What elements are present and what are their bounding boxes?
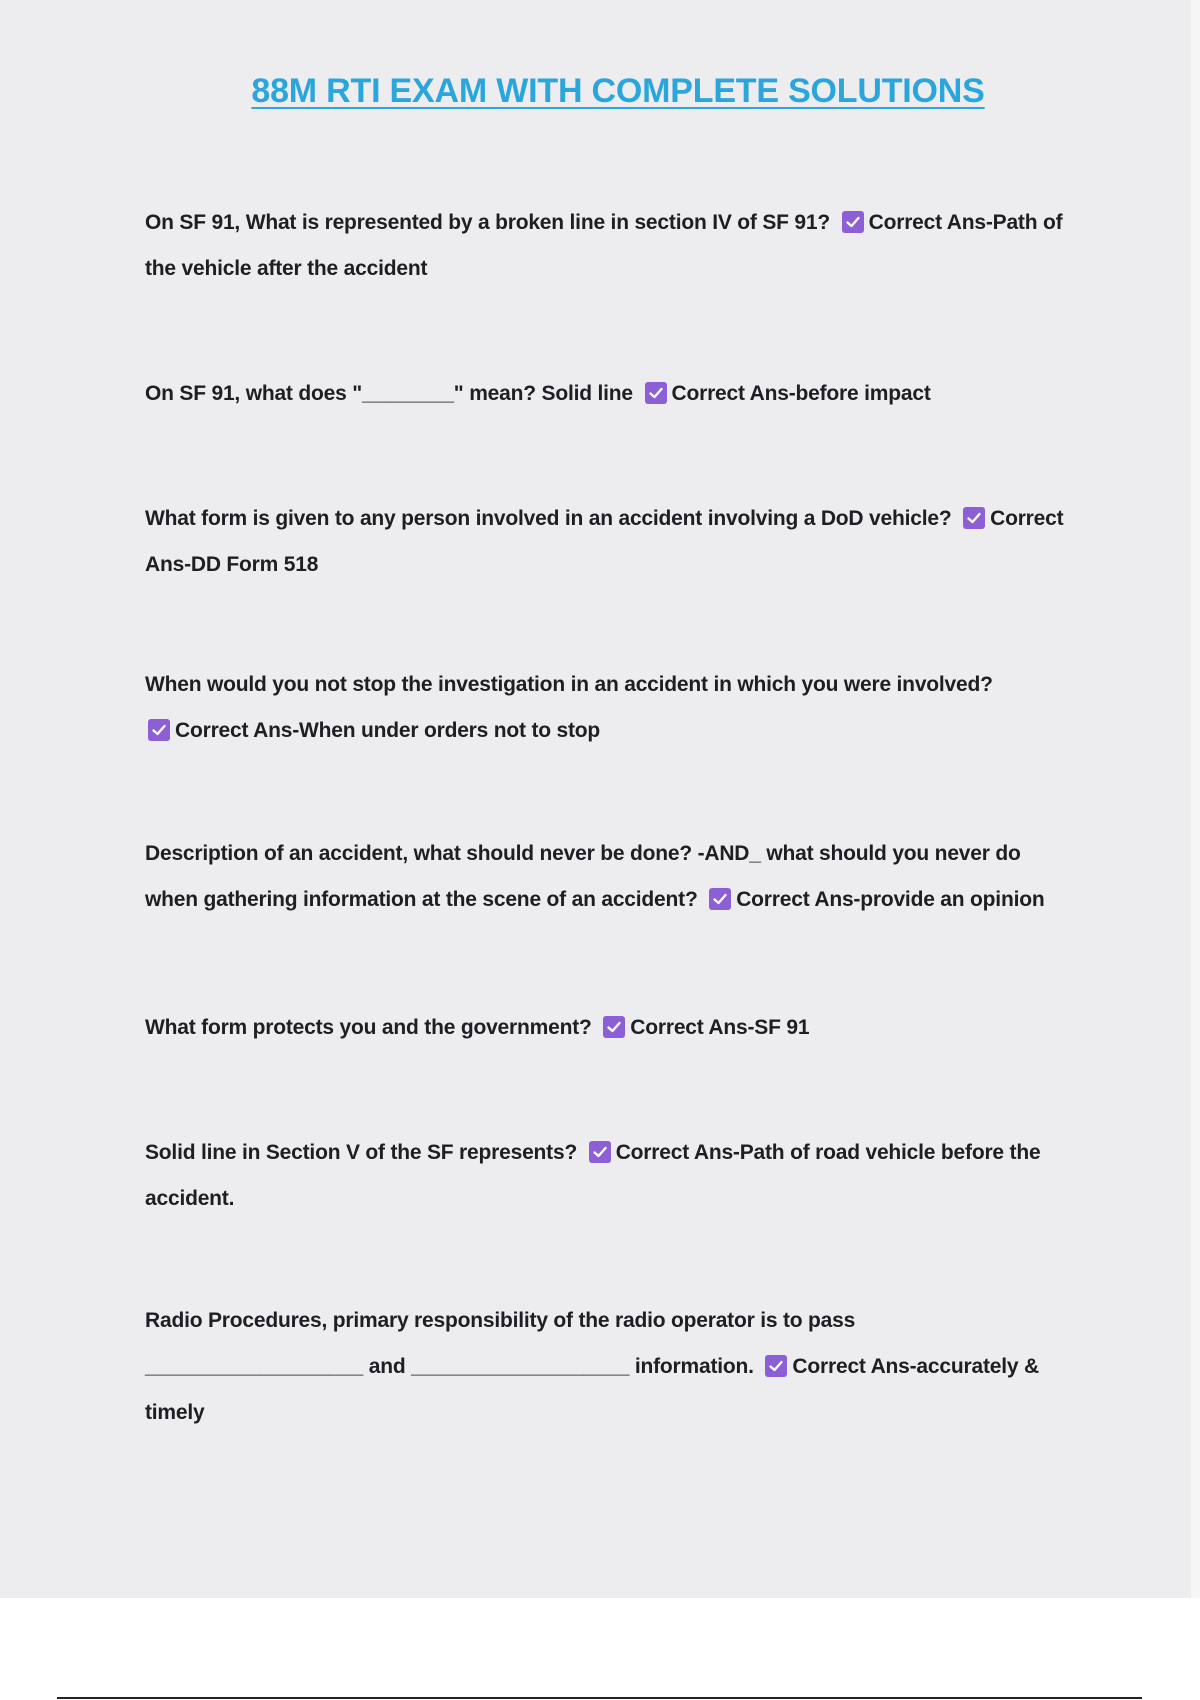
qa-line	[145, 1005, 1085, 1051]
qa-line	[145, 708, 1085, 754]
qa-item	[145, 831, 1085, 923]
qa-line	[145, 371, 1085, 417]
qa-item	[145, 496, 1085, 588]
qa-line	[145, 542, 1085, 588]
qa-item	[145, 371, 1085, 417]
qa-item	[145, 200, 1085, 292]
qa-line	[145, 200, 1085, 246]
question-text-continued: when gathering information at the scene of an accident?	[145, 888, 698, 911]
qa-line	[145, 662, 1085, 708]
question-text: Solid line in Section V of the SF represents?	[145, 1141, 578, 1164]
answer-text-continued: accident.	[145, 1187, 235, 1210]
qa-line	[145, 1390, 1085, 1436]
answer-text: Correct Ans-Path of road vehicle before the	[615, 1141, 1041, 1164]
question-text: What form protects you and the government?	[145, 1016, 592, 1039]
qa-line	[145, 877, 1085, 923]
question-text: On SF 91, what does "________" mean? Solid line	[145, 382, 633, 405]
question-text-continued: ___________________ and ___________________ information.	[145, 1355, 754, 1378]
checkbox-checked-icon	[765, 1355, 787, 1377]
qa-item	[145, 1298, 1085, 1436]
qa-item	[145, 662, 1085, 754]
document-title: 88M RTI EXAM WITH COMPLETE SOLUTIONS	[251, 72, 985, 110]
answer-text: Correct Ans-before impact	[671, 382, 931, 405]
checkbox-checked-icon	[963, 507, 985, 529]
footer-divider	[57, 1697, 1142, 1699]
question-text: What form is given to any person involved in an accident involving a DoD vehicle?	[145, 507, 952, 530]
qa-line	[145, 1344, 1085, 1390]
answer-text: Correct	[990, 507, 1064, 530]
page-edge	[1191, 0, 1200, 1598]
answer-text: Correct Ans-Path of	[868, 211, 1063, 234]
checkbox-checked-icon	[589, 1141, 611, 1163]
checkbox-checked-icon	[709, 888, 731, 910]
answer-text-continued: Ans-DD Form 518	[145, 553, 319, 576]
qa-line	[145, 831, 1085, 877]
checkbox-checked-icon	[603, 1016, 625, 1038]
question-text: On SF 91, What is represented by a broken line in section IV of SF 91?	[145, 211, 830, 234]
answer-text: Correct Ans-SF 91	[630, 1016, 810, 1039]
question-text: When would you not stop the investigation in an accident in which you were involved?	[145, 673, 993, 696]
answer-text-continued: timely	[145, 1401, 205, 1424]
qa-item	[145, 1005, 1085, 1051]
checkbox-checked-icon	[645, 382, 667, 404]
qa-item	[145, 1130, 1085, 1222]
answer-text: Correct Ans-provide an opinion	[736, 888, 1045, 911]
checkbox-checked-icon	[148, 719, 170, 741]
qa-line	[145, 1298, 1085, 1344]
question-text: Description of an accident, what should never be done? -AND_ what should you never do	[145, 842, 1021, 865]
answer-text-continued: the vehicle after the accident	[145, 257, 428, 280]
qa-line	[145, 246, 1085, 292]
qa-line	[145, 496, 1085, 542]
question-text: Radio Procedures, primary responsibility of the radio operator is to pass	[145, 1309, 856, 1332]
qa-line	[145, 1176, 1085, 1222]
checkbox-checked-icon	[842, 211, 864, 233]
answer-text: Correct Ans-accurately &	[792, 1355, 1039, 1378]
qa-line	[145, 1130, 1085, 1176]
answer-text: Correct Ans-When under orders not to stop	[175, 719, 601, 742]
